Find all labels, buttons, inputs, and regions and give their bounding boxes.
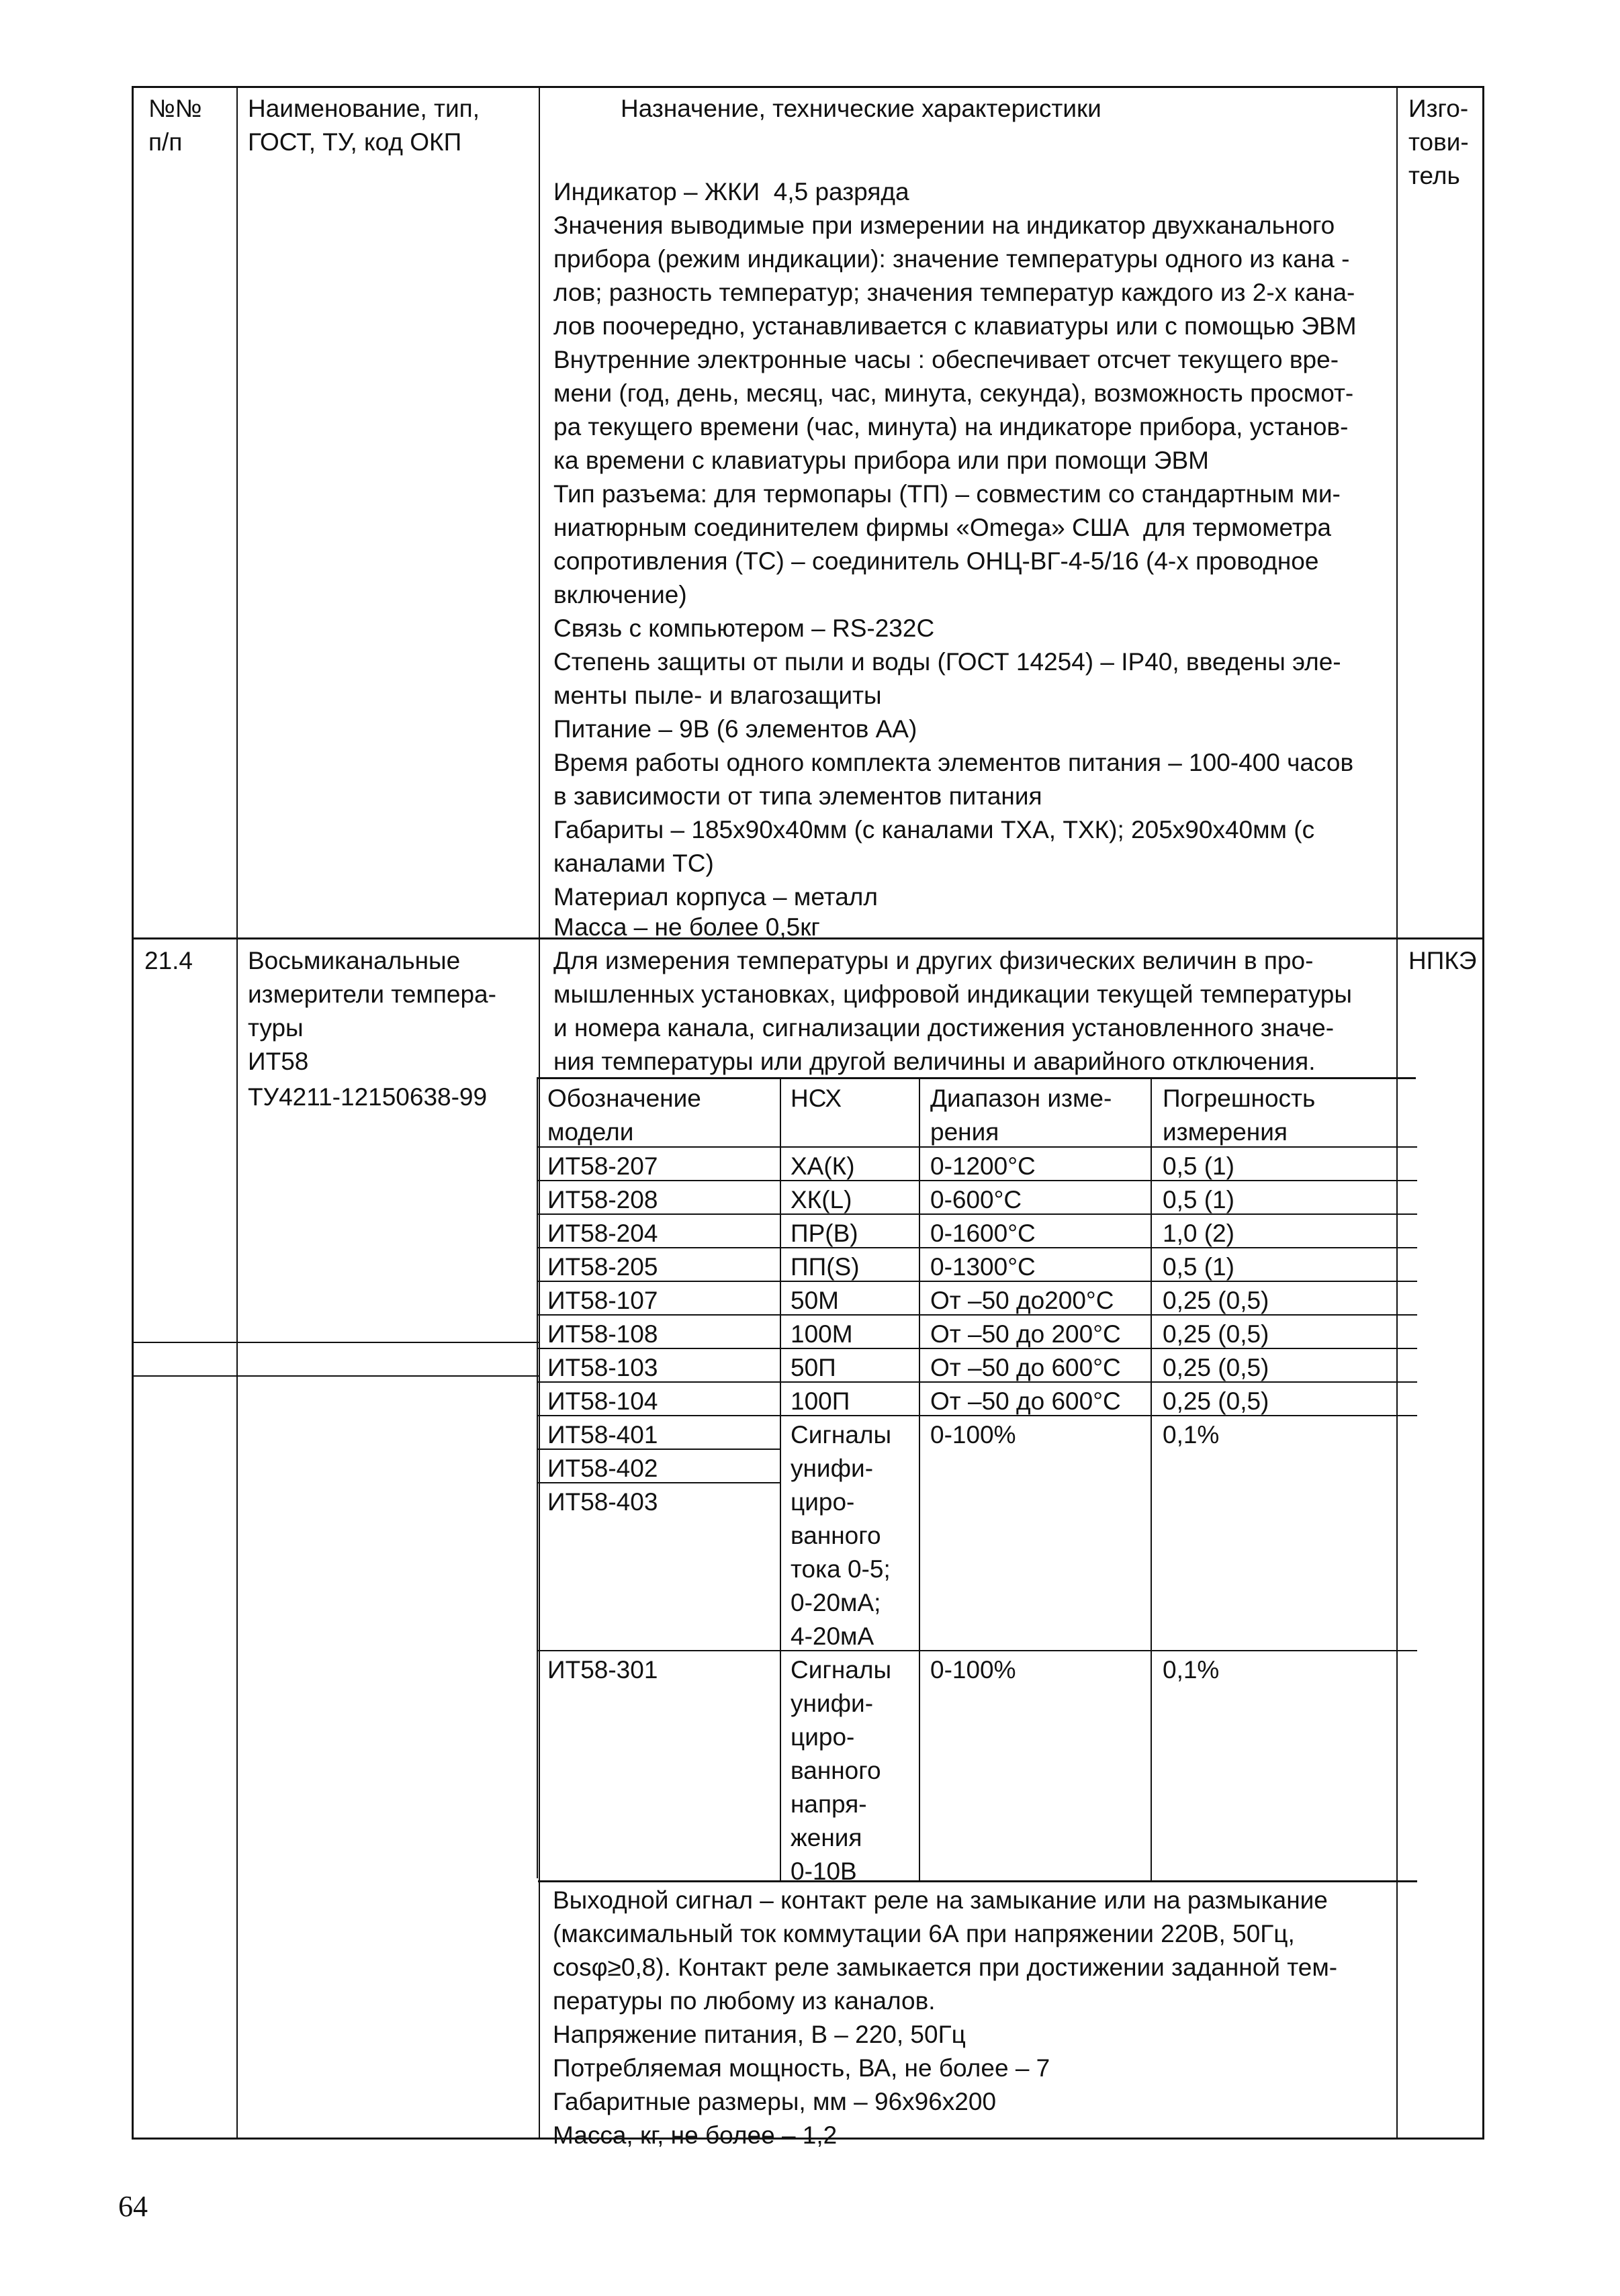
model-cell: ИТ58-402 <box>547 1455 658 1482</box>
column-divider <box>780 1079 781 1880</box>
model-cell: ИТ58-205 <box>547 1253 658 1281</box>
range-cell: 0-100% <box>930 1656 1016 1684</box>
model-cell: ИТ58-208 <box>547 1186 658 1213</box>
error-cell: 0,5 (1) <box>1163 1152 1234 1180</box>
nsh-cell: Сигналы унифи- циро- ванного напря- жения 0-10В <box>791 1656 892 1885</box>
spec-line: Связь с компьютером – RS-232C <box>553 614 935 642</box>
model-cell: ИТ58-103 <box>547 1354 658 1381</box>
model-cell: ИТ58-107 <box>547 1287 658 1314</box>
range-cell: От –50 до 600°С <box>930 1387 1121 1415</box>
range-cell: 0-600°С <box>930 1186 1022 1213</box>
item-tu: ТУ4211-12150638-99 <box>248 1083 488 1111</box>
column-divider <box>919 1079 920 1880</box>
nsh-cell: ПП(S) <box>791 1253 860 1281</box>
spec-line: Значения выводимые при измерении на индикатор двухканального <box>553 212 1335 239</box>
error-cell: 0,1% <box>1163 1656 1220 1684</box>
spec-line: ниатюрным соединителем фирмы «Omega» США для термометра <box>553 514 1331 541</box>
range-cell: 0-1600°С <box>930 1220 1036 1247</box>
error-cell: 0,25 (0,5) <box>1163 1320 1269 1348</box>
spec-line: Тип разъема: для термопары (ТП) – совместим со стандартным ми- <box>553 480 1341 508</box>
range-cell: 0-1200°С <box>930 1152 1036 1180</box>
models-header-error: Погрешность измерения <box>1163 1085 1316 1146</box>
spec-line: ка времени с клавиатуры прибора или при помощи ЭВМ <box>553 447 1209 474</box>
row-divider <box>134 1342 539 1343</box>
model-cell: ИТ58-401 <box>547 1421 658 1449</box>
spec-line: менты пыле- и влагозащиты <box>553 682 882 709</box>
error-cell: 0,25 (0,5) <box>1163 1354 1269 1381</box>
model-cell: ИТ58-301 <box>547 1656 658 1684</box>
range-cell: 0-100% <box>930 1421 1016 1449</box>
nsh-cell: ХА(К) <box>791 1152 855 1180</box>
model-cell: ИТ58-104 <box>547 1387 658 1415</box>
nsh-cell: 50М <box>791 1287 839 1314</box>
header-name: Наименование, тип, ГОСТ, ТУ, код ОКП <box>248 95 480 156</box>
item-purpose: Для измерения температуры и других физических величин в про- мышленных установках, цифровой индикации текущей температуры и номера канала, сигнализации достижения установленного значе- ния температуры или другой величины и аварийного отключения. <box>553 947 1352 1075</box>
item-name: Восьмиканальные измерители темпера- туры ИТ58 <box>248 947 496 1075</box>
column-divider <box>236 88 238 2138</box>
row-divider <box>134 1375 539 1377</box>
item-specs: Выходной сигнал – контакт реле на замыкание или на размыкание (максимальный ток коммутации 6А при напряжении 220В, 50Гц, cosφ≥0,8). Контакт реле замыкается при достижении заданной тем- пературы по любому из каналов. Напряжение питания, В – 220, 50Гц Потребляемая мощность, ВА, не более – 7 Габаритные размеры, мм – 96х96х200 Масса, кг, не более – 1,2 <box>553 1886 1338 2149</box>
models-table <box>537 1077 1416 1885</box>
nsh-cell: ПР(В) <box>791 1220 858 1247</box>
spec-line: прибора (режим индикации): значение температуры одного из кана - <box>553 245 1350 273</box>
spec-line: включение) <box>553 581 687 608</box>
model-cell: ИТ58-108 <box>547 1320 658 1348</box>
models-header-nsh: НСХ <box>791 1085 842 1112</box>
spec-line: мени (год, день, месяц, час, минута, секунда), возможность просмот- <box>553 379 1354 407</box>
error-cell: 0,5 (1) <box>1163 1186 1234 1213</box>
nsh-cell: 100М <box>791 1320 853 1348</box>
model-cell: ИТ58-207 <box>547 1152 658 1180</box>
spec-line: каналами ТС) <box>553 849 714 877</box>
nsh-cell: 50П <box>791 1354 836 1381</box>
page-number: 64 <box>118 2190 148 2223</box>
row-divider <box>538 1880 1417 1882</box>
item-number: 21.4 <box>144 947 193 974</box>
error-cell: 0,25 (0,5) <box>1163 1287 1269 1314</box>
spec-line: Питание – 9В (6 элементов АА) <box>553 715 917 743</box>
spec-line: лов поочередно, устанавливается с клавиатуры или с помощью ЭВМ <box>553 312 1357 340</box>
error-cell: 0,1% <box>1163 1421 1220 1449</box>
spec-line: ра текущего времени (час, минута) на индикаторе прибора, установ- <box>553 413 1349 441</box>
spec-line: сопротивления (ТС) – соединитель ОНЦ-ВГ-4-5/16 (4-х проводное <box>553 547 1319 575</box>
nsh-cell: 100П <box>791 1387 850 1415</box>
models-header-model: Обозначение модели <box>547 1085 701 1146</box>
header-number: №№ п/п <box>148 95 202 156</box>
nsh-cell: Сигналы унифи- циро- ванного тока 0-5; 0-20мА; 4-20мА <box>791 1421 892 1650</box>
error-cell: 1,0 (2) <box>1163 1220 1234 1247</box>
item-manufacturer: НПКЭ <box>1408 947 1477 974</box>
range-cell: От –50 до 600°С <box>930 1354 1121 1381</box>
error-cell: 0,5 (1) <box>1163 1253 1234 1281</box>
spec-line: Степень защиты от пыли и воды (ГОСТ 14254) – IP40, введены эле- <box>553 648 1341 676</box>
spec-line: Габариты – 185х90х40мм (с каналами ТХА, ТХК); 205х90х40мм (с <box>553 816 1315 843</box>
range-cell: 0-1300°С <box>930 1253 1036 1281</box>
range-cell: От –50 до200°С <box>930 1287 1114 1314</box>
spec-line: в зависимости от типа элементов питания <box>553 782 1042 810</box>
nsh-cell: ХК(L) <box>791 1186 852 1213</box>
spec-line: лов; разность температур; значения температур каждого из 2-х кана- <box>553 279 1355 306</box>
spec-line: Материал корпуса – металл <box>553 883 878 911</box>
model-cell: ИТ58-403 <box>547 1488 658 1516</box>
models-header-range: Диапазон изме- рения <box>930 1085 1112 1146</box>
spec-line: Внутренние электронные часы : обеспечивает отсчет текущего вре- <box>553 346 1339 373</box>
spec-line: Масса – не более 0,5кг <box>553 913 820 941</box>
model-cell: ИТ58-204 <box>547 1220 658 1247</box>
range-cell: От –50 до 200°С <box>930 1320 1121 1348</box>
header-description: Назначение, технические характеристики <box>621 95 1101 122</box>
spec-line: Индикатор – ЖКИ 4,5 разряда <box>553 178 909 205</box>
error-cell: 0,25 (0,5) <box>1163 1387 1269 1415</box>
spec-line: Время работы одного комплекта элементов питания – 100-400 часов <box>553 749 1354 776</box>
header-manufacturer: Изго- тови- тель <box>1408 95 1469 189</box>
row-divider <box>538 1650 1417 1651</box>
row-divider <box>538 1146 1417 1148</box>
column-divider <box>1151 1079 1152 1880</box>
